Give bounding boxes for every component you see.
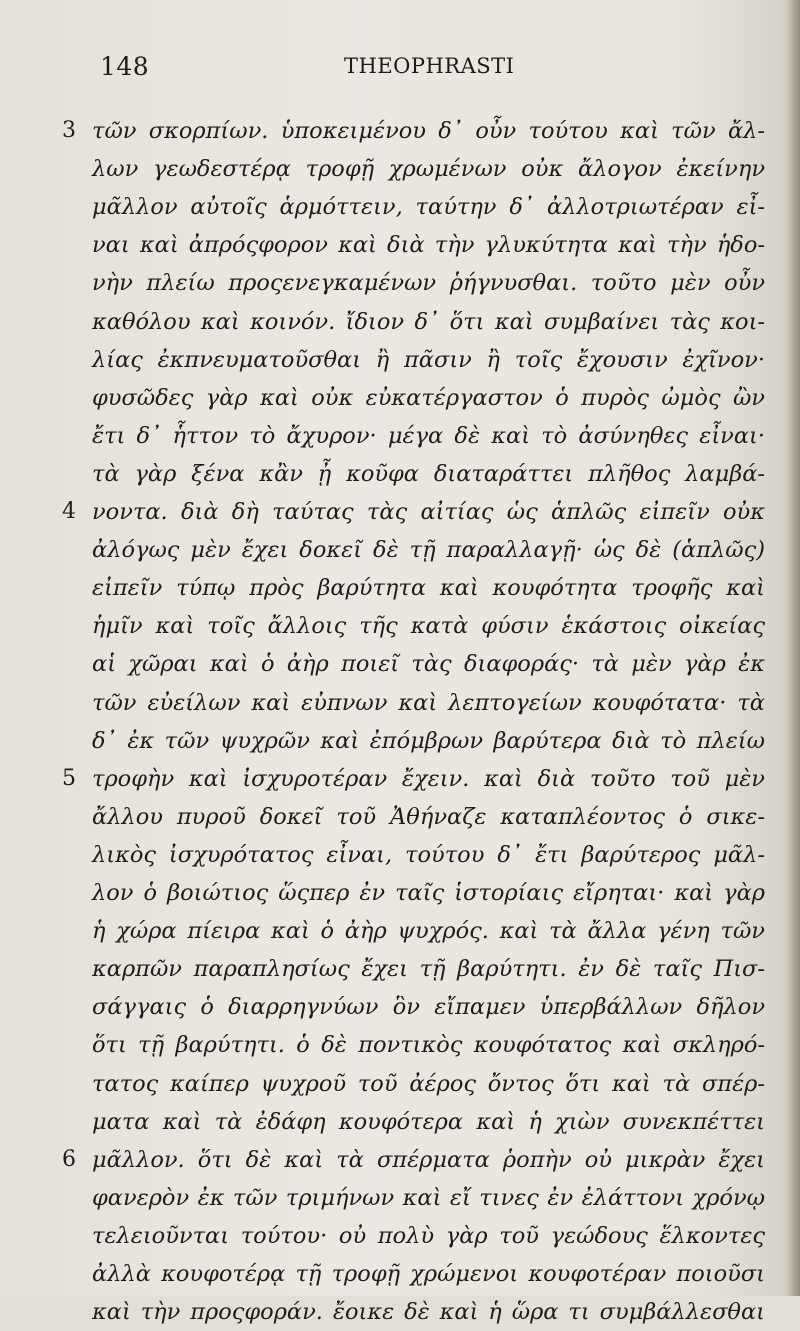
line-text: νοντα. διὰ δὴ ταύτας τὰς αἰτίας ὡς ἁπλῶς εἰπεῖν οὐκ: [92, 499, 765, 525]
line-text: λων γεωδεστέρᾳ τροφῇ χρωμένων οὐκ ἄλογον ἐκείνην: [92, 156, 765, 183]
text-line: [0, 912, 800, 950]
text-line: [0, 874, 800, 912]
line-text: ὅτι τῇ βαρύτητι. ὁ δὲ ποντικὸς κουφότατος καὶ σκληρό-: [92, 1032, 765, 1059]
section-number: 4: [62, 499, 76, 524]
line-text: τελειοῦνται τούτου· οὐ πολὺ γὰρ τοῦ γεώδους ἕλκοντες: [92, 1222, 765, 1249]
line-text: δ᾽ ἐκ τῶν ψυχρῶν καὶ ἐπόμβρων βαρύτερα διὰ τὸ πλείω: [92, 727, 765, 754]
line-text: ἡμῖν καὶ τοῖς ἄλλοις τῆς κατὰ φύσιν ἑκάστοις οἰκείας: [92, 613, 765, 640]
text-line: [0, 1103, 800, 1141]
line-text: μᾶλλον. ὅτι δὲ καὶ τὰ σπέρματα ῥοπὴν οὐ μικρὰν ἔχει: [92, 1146, 765, 1173]
line-text: τροφὴν καὶ ἰσχυροτέραν ἔχειν. καὶ διὰ τοῦτο τοῦ μὲν: [92, 765, 765, 792]
text-line: [0, 836, 800, 874]
text-line: [0, 645, 800, 683]
text-line: [0, 988, 800, 1026]
text-line: [0, 150, 800, 188]
text-line: [0, 607, 800, 645]
line-text: φανερὸν ἐκ τῶν τριμήνων καὶ εἴ τινες ἐν ἐλάττονι χρόνῳ: [92, 1184, 765, 1211]
text-line: [0, 379, 800, 417]
text-line: [0, 569, 800, 607]
line-text: νὴν πλείω προςενεγκαμένων ῥήγνυσθαι. τοῦτο μὲν οὖν: [92, 270, 765, 297]
line-text: τῶν εὐείλων καὶ εὐπνων καὶ λεπτογείων κουφότατα· τὰ: [92, 689, 765, 716]
line-text: καρπῶν παραπλησίως ἔχει τῇ βαρύτητι. ἐν δὲ ταῖς Πισ-: [92, 956, 765, 983]
line-text: καθόλου καὶ κοινόν. ἴδιον δ᾽ ὅτι καὶ συμβαίνει τὰς κοι-: [92, 308, 765, 335]
line-text: ἀλλὰ κουφοτέρᾳ τῇ τροφῇ χρώμενοι κουφοτέραν ποιοῦσι: [92, 1261, 765, 1287]
line-text: μᾶλλον αὐτοῖς ἁρμόττειν, ταύτην δ᾽ ἀλλοτριωτέραν εἶ-: [92, 194, 765, 221]
section-number: 6: [62, 1146, 76, 1172]
line-text: λικὸς ἰσχυρότατος εἶναι, τούτου δ᾽ ἔτι βαρύτερος μᾶλ-: [92, 841, 765, 868]
text-line: [0, 798, 800, 836]
running-title: THEOPHRASTI: [344, 54, 515, 78]
text-line: [0, 1026, 800, 1064]
section-number: 3: [62, 118, 76, 143]
text-line: [0, 722, 800, 760]
text-line: [0, 455, 800, 493]
text-line: [0, 684, 800, 722]
page-header: [0, 52, 800, 82]
line-text: ἡ χώρα πίειρα καὶ ὁ ἀὴρ ψυχρός. καὶ τὰ ἄλλα γένη τῶν: [92, 918, 765, 945]
text-line: [0, 1065, 800, 1103]
line-text: τατος καίπερ ψυχροῦ τοῦ ἀέρος ὄντος ὅτι καὶ τὰ σπέρ-: [92, 1070, 765, 1097]
line-text: σάγγαις ὁ διαρρηγνύων ὃν εἴπαμεν ὑπερβάλλων δῆλον: [92, 994, 765, 1021]
text-line: [0, 1255, 800, 1293]
line-text: ἄλλου πυροῦ δοκεῖ τοῦ Ἀθήναζε καταπλέοντος ὁ σικε-: [92, 803, 765, 830]
line-text: λίας ἐκπνευματοῦσθαι ἢ πᾶσιν ἢ τοῖς ἔχουσιν ἐχῖνον·: [92, 346, 765, 373]
text-line: [0, 303, 800, 341]
section-number: 5: [62, 765, 76, 791]
text-line: [0, 531, 800, 569]
text-line: [0, 112, 800, 150]
text-line: [0, 950, 800, 988]
text-line: [0, 188, 800, 226]
text-line: [0, 417, 800, 455]
text-line: [0, 264, 800, 302]
text-line: [0, 1217, 800, 1255]
text-line: [0, 760, 800, 798]
line-text: ματα καὶ τὰ ἐδάφη κουφότερα καὶ ἡ χιὼν συνεκπέττει: [92, 1108, 765, 1135]
line-text: ἔτι δ᾽ ἧττον τὸ ἄχυρον· μέγα δὲ καὶ τὸ ἀσύνηθες εἶναι·: [92, 422, 765, 449]
text-line: [0, 493, 800, 531]
line-text: ναι καὶ ἀπρόςφορον καὶ διὰ τὴν γλυκύτητα καὶ τὴν ἡδο-: [92, 232, 765, 259]
line-text: λον ὁ βοιώτιος ὥςπερ ἐν ταῖς ἱστορίαις εἴρηται· καὶ γὰρ: [92, 880, 765, 906]
line-text: αἱ χῶραι καὶ ὁ ἀὴρ ποιεῖ τὰς διαφοράς· τὰ μὲν γὰρ ἐκ: [92, 651, 765, 678]
line-text: καὶ τὴν προςφοράν. ἔοικε δὲ καὶ ἡ ὥρα τι συμβάλλεσθαι: [92, 1299, 765, 1326]
text-line: [0, 1179, 800, 1217]
text-line: [0, 226, 800, 264]
text-line: [0, 341, 800, 379]
line-text: ἀλόγως μὲν ἔχει δοκεῖ δὲ τῇ παραλλαγῇ· ὡς δὲ (ἁπλῶς): [92, 537, 765, 564]
page-number: 148: [100, 52, 150, 81]
line-text: τῶν σκορπίων. ὑποκειμένου δ᾽ οὖν τούτου καὶ τῶν ἄλ-: [92, 118, 765, 144]
text-line: [0, 1141, 800, 1179]
text-line: [0, 1293, 800, 1331]
line-text: φυσῶδες γὰρ καὶ οὐκ εὐκατέργαστον ὁ πυρὸς ὠμὸς ὢν: [92, 384, 765, 411]
line-text: εἰπεῖν τύπῳ πρὸς βαρύτητα καὶ κουφότητα τροφῆς καὶ: [92, 575, 765, 602]
line-text: τὰ γὰρ ξένα κἂν ᾖ κοῦφα διαταράττει πλῆθος λαμβά-: [92, 460, 765, 487]
